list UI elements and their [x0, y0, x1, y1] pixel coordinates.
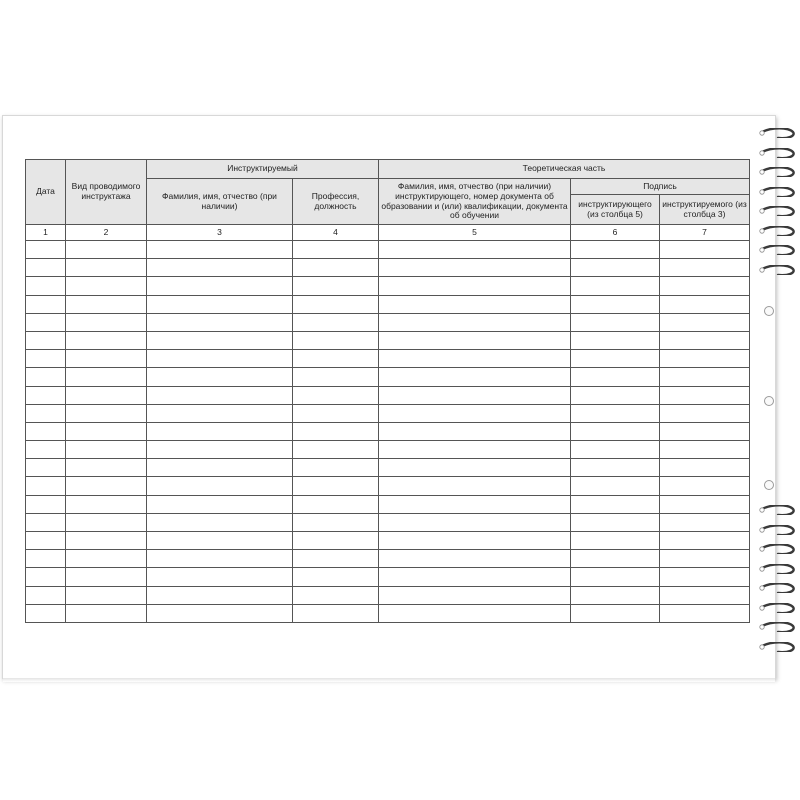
table-cell[interactable] — [26, 386, 66, 404]
table-cell[interactable] — [379, 331, 571, 349]
table-cell[interactable] — [26, 532, 66, 550]
header-theory: Теоретическая часть — [379, 160, 750, 179]
table-cell[interactable] — [293, 277, 379, 295]
column-number: 7 — [660, 225, 750, 241]
spiral-coil — [758, 544, 798, 554]
table-cell[interactable] — [26, 586, 66, 604]
table-row — [26, 550, 750, 568]
table-cell[interactable] — [147, 495, 293, 513]
table-cell[interactable] — [571, 477, 660, 495]
instruction-journal-table — [25, 159, 750, 623]
table-cell[interactable] — [293, 331, 379, 349]
table-cell[interactable] — [571, 459, 660, 477]
table-row — [26, 277, 750, 295]
table-cell[interactable] — [571, 386, 660, 404]
table-cell[interactable] — [293, 313, 379, 331]
table-cell[interactable] — [660, 368, 750, 386]
table-cell[interactable] — [571, 604, 660, 622]
table-cell[interactable] — [379, 586, 571, 604]
spiral-coil — [758, 564, 798, 574]
journal-page — [2, 115, 776, 679]
table-cell[interactable] — [660, 586, 750, 604]
table-cell[interactable] — [660, 495, 750, 513]
table-cell[interactable] — [26, 495, 66, 513]
table-row — [26, 441, 750, 459]
binding-hole — [764, 396, 774, 406]
table-row — [26, 477, 750, 495]
table-cell[interactable] — [26, 331, 66, 349]
table-cell[interactable] — [66, 495, 147, 513]
spiral-coil — [758, 505, 798, 515]
table-row — [26, 568, 750, 586]
table-cell[interactable] — [26, 568, 66, 586]
table-cell[interactable] — [571, 441, 660, 459]
table-cell[interactable] — [293, 513, 379, 531]
table-cell[interactable] — [66, 604, 147, 622]
table-cell[interactable] — [571, 313, 660, 331]
table-cell[interactable] — [571, 513, 660, 531]
table-cell[interactable] — [26, 459, 66, 477]
table-cell[interactable] — [26, 550, 66, 568]
table-cell[interactable] — [293, 259, 379, 277]
table-cell[interactable] — [26, 313, 66, 331]
table-cell[interactable] — [66, 313, 147, 331]
spiral-coil — [758, 622, 798, 632]
table-cell[interactable] — [660, 313, 750, 331]
table-cell[interactable] — [147, 477, 293, 495]
column-number: 1 — [26, 225, 66, 241]
table-cell[interactable] — [660, 241, 750, 259]
table-cell[interactable] — [26, 404, 66, 422]
table-cell[interactable] — [147, 459, 293, 477]
table-cell[interactable] — [660, 386, 750, 404]
table-cell[interactable] — [571, 550, 660, 568]
spiral-coil — [758, 265, 798, 275]
table-cell[interactable] — [26, 604, 66, 622]
column-number: 6 — [571, 225, 660, 241]
table-row — [26, 331, 750, 349]
table-row — [26, 495, 750, 513]
table-cell[interactable] — [571, 495, 660, 513]
table-cell[interactable] — [293, 422, 379, 440]
table-cell[interactable] — [379, 550, 571, 568]
table-cell[interactable] — [571, 350, 660, 368]
table-cell[interactable] — [379, 441, 571, 459]
table-cell[interactable] — [66, 477, 147, 495]
table-cell[interactable] — [66, 295, 147, 313]
table-cell[interactable] — [571, 295, 660, 313]
table-cell[interactable] — [379, 350, 571, 368]
table-cell[interactable] — [26, 259, 66, 277]
table-cell[interactable] — [571, 422, 660, 440]
table-cell[interactable] — [147, 513, 293, 531]
table-cell[interactable] — [379, 477, 571, 495]
table-row — [26, 259, 750, 277]
column-number: 2 — [66, 225, 147, 241]
spiral-coil — [758, 226, 798, 236]
table-cell[interactable] — [66, 350, 147, 368]
table-cell[interactable] — [147, 241, 293, 259]
header-signature-instructor: инструктирующего (из столбца 5) — [571, 195, 660, 225]
table-cell[interactable] — [379, 495, 571, 513]
table-row — [26, 350, 750, 368]
table-cell[interactable] — [147, 277, 293, 295]
table-cell[interactable] — [660, 477, 750, 495]
table-cell[interactable] — [147, 368, 293, 386]
spiral-coil — [758, 525, 798, 535]
table-row — [26, 313, 750, 331]
table-cell[interactable] — [660, 331, 750, 349]
table-cell[interactable] — [293, 532, 379, 550]
header-instruction-type: Вид проводимого инструктажа — [66, 160, 147, 225]
table-cell[interactable] — [147, 259, 293, 277]
table-cell[interactable] — [293, 586, 379, 604]
table-cell[interactable] — [379, 277, 571, 295]
column-number: 5 — [379, 225, 571, 241]
table-cell[interactable] — [660, 604, 750, 622]
table-cell[interactable] — [147, 331, 293, 349]
table-cell[interactable] — [660, 568, 750, 586]
spiral-coil — [758, 603, 798, 613]
header-instructed: Инструктируемый — [147, 160, 379, 179]
table-row — [26, 404, 750, 422]
table-cell[interactable] — [660, 295, 750, 313]
column-number: 4 — [293, 225, 379, 241]
header-profession: Профессия, должность — [293, 179, 379, 225]
table-cell[interactable] — [660, 259, 750, 277]
header-signature-instructed: инструктируемого (из столбца 3) — [660, 195, 750, 225]
table-cell[interactable] — [66, 441, 147, 459]
table-cell[interactable] — [660, 404, 750, 422]
table-cell[interactable] — [660, 513, 750, 531]
table-row — [26, 386, 750, 404]
table-cell[interactable] — [571, 586, 660, 604]
spiral-binding-bottom — [758, 505, 800, 665]
table-cell[interactable] — [147, 404, 293, 422]
header-signature: Подпись — [571, 179, 750, 195]
table-cell[interactable] — [293, 495, 379, 513]
table-cell[interactable] — [293, 404, 379, 422]
table-cell[interactable] — [379, 241, 571, 259]
table-row — [26, 532, 750, 550]
table-cell[interactable] — [66, 586, 147, 604]
table-cell[interactable] — [26, 477, 66, 495]
table-cell[interactable] — [147, 386, 293, 404]
header-full-name: Фамилия, имя, отчество (при наличии) — [147, 179, 293, 225]
table-cell[interactable] — [571, 404, 660, 422]
table-cell[interactable] — [26, 513, 66, 531]
table-cell[interactable] — [379, 459, 571, 477]
table-row — [26, 513, 750, 531]
spiral-coil — [758, 583, 798, 593]
table-cell[interactable] — [66, 513, 147, 531]
table-cell[interactable] — [379, 422, 571, 440]
header-date: Дата — [26, 160, 66, 225]
table-row — [26, 368, 750, 386]
table-cell[interactable] — [571, 241, 660, 259]
table-cell[interactable] — [293, 350, 379, 368]
table-cell[interactable] — [571, 532, 660, 550]
table-cell[interactable] — [147, 422, 293, 440]
table-cell[interactable] — [66, 568, 147, 586]
table-cell[interactable] — [379, 295, 571, 313]
column-number: 3 — [147, 225, 293, 241]
header-instructor-info: Фамилия, имя, отчество (при наличии) инструктирующего, номер документа об образовании и (или) квалификации, документа об обучении — [379, 179, 571, 225]
table-cell[interactable] — [379, 259, 571, 277]
table-cell[interactable] — [379, 513, 571, 531]
table-row — [26, 459, 750, 477]
binding-hole — [764, 480, 774, 490]
spiral-binding-top — [758, 128, 800, 288]
table-cell[interactable] — [26, 277, 66, 295]
table-cell[interactable] — [379, 386, 571, 404]
table-cell[interactable] — [293, 477, 379, 495]
table-cell[interactable] — [147, 604, 293, 622]
table-cell[interactable] — [660, 441, 750, 459]
table-cell[interactable] — [379, 532, 571, 550]
table-cell[interactable] — [571, 568, 660, 586]
spiral-coil — [758, 167, 798, 177]
table-cell[interactable] — [147, 313, 293, 331]
journal-body — [26, 241, 750, 623]
table-cell[interactable] — [66, 259, 147, 277]
table-row — [26, 586, 750, 604]
table-cell[interactable] — [660, 422, 750, 440]
table-cell[interactable] — [147, 295, 293, 313]
binding-hole — [764, 306, 774, 316]
table-cell[interactable] — [26, 295, 66, 313]
spiral-coil — [758, 148, 798, 158]
table-cell[interactable] — [293, 441, 379, 459]
table-cell[interactable] — [293, 568, 379, 586]
table-row — [26, 241, 750, 259]
table-cell[interactable] — [147, 568, 293, 586]
spiral-coil — [758, 642, 798, 652]
table-cell[interactable] — [660, 459, 750, 477]
table-cell[interactable] — [26, 441, 66, 459]
spiral-coil — [758, 128, 798, 138]
spiral-coil — [758, 206, 798, 216]
table-cell[interactable] — [293, 368, 379, 386]
table-row — [26, 604, 750, 622]
table-cell[interactable] — [66, 459, 147, 477]
table-cell[interactable] — [26, 422, 66, 440]
table-cell[interactable] — [293, 386, 379, 404]
table-cell[interactable] — [66, 241, 147, 259]
table-cell[interactable] — [293, 241, 379, 259]
table-cell[interactable] — [571, 368, 660, 386]
table-cell[interactable] — [147, 532, 293, 550]
table-cell[interactable] — [571, 331, 660, 349]
table-cell[interactable] — [660, 532, 750, 550]
table-cell[interactable] — [66, 331, 147, 349]
table-cell[interactable] — [379, 313, 571, 331]
table-cell[interactable] — [571, 277, 660, 295]
table-cell[interactable] — [293, 459, 379, 477]
table-cell[interactable] — [293, 550, 379, 568]
table-cell[interactable] — [379, 604, 571, 622]
table-cell[interactable] — [66, 404, 147, 422]
table-cell[interactable] — [147, 586, 293, 604]
table-cell[interactable] — [147, 441, 293, 459]
table-cell[interactable] — [660, 277, 750, 295]
spiral-coil — [758, 187, 798, 197]
table-cell[interactable] — [26, 350, 66, 368]
table-cell[interactable] — [379, 568, 571, 586]
table-cell[interactable] — [66, 386, 147, 404]
spiral-coil — [758, 245, 798, 255]
table-cell[interactable] — [293, 604, 379, 622]
table-cell[interactable] — [379, 404, 571, 422]
table-cell[interactable] — [66, 550, 147, 568]
table-cell[interactable] — [379, 368, 571, 386]
table-cell[interactable] — [660, 550, 750, 568]
table-cell[interactable] — [147, 350, 293, 368]
table-cell[interactable] — [26, 368, 66, 386]
table-cell[interactable] — [571, 259, 660, 277]
table-row — [26, 295, 750, 313]
table-cell[interactable] — [66, 532, 147, 550]
table-cell[interactable] — [147, 550, 293, 568]
table-cell[interactable] — [660, 350, 750, 368]
table-cell[interactable] — [66, 422, 147, 440]
table-cell[interactable] — [66, 368, 147, 386]
table-row — [26, 422, 750, 440]
table-cell[interactable] — [293, 295, 379, 313]
table-cell[interactable] — [66, 277, 147, 295]
table-cell[interactable] — [26, 241, 66, 259]
